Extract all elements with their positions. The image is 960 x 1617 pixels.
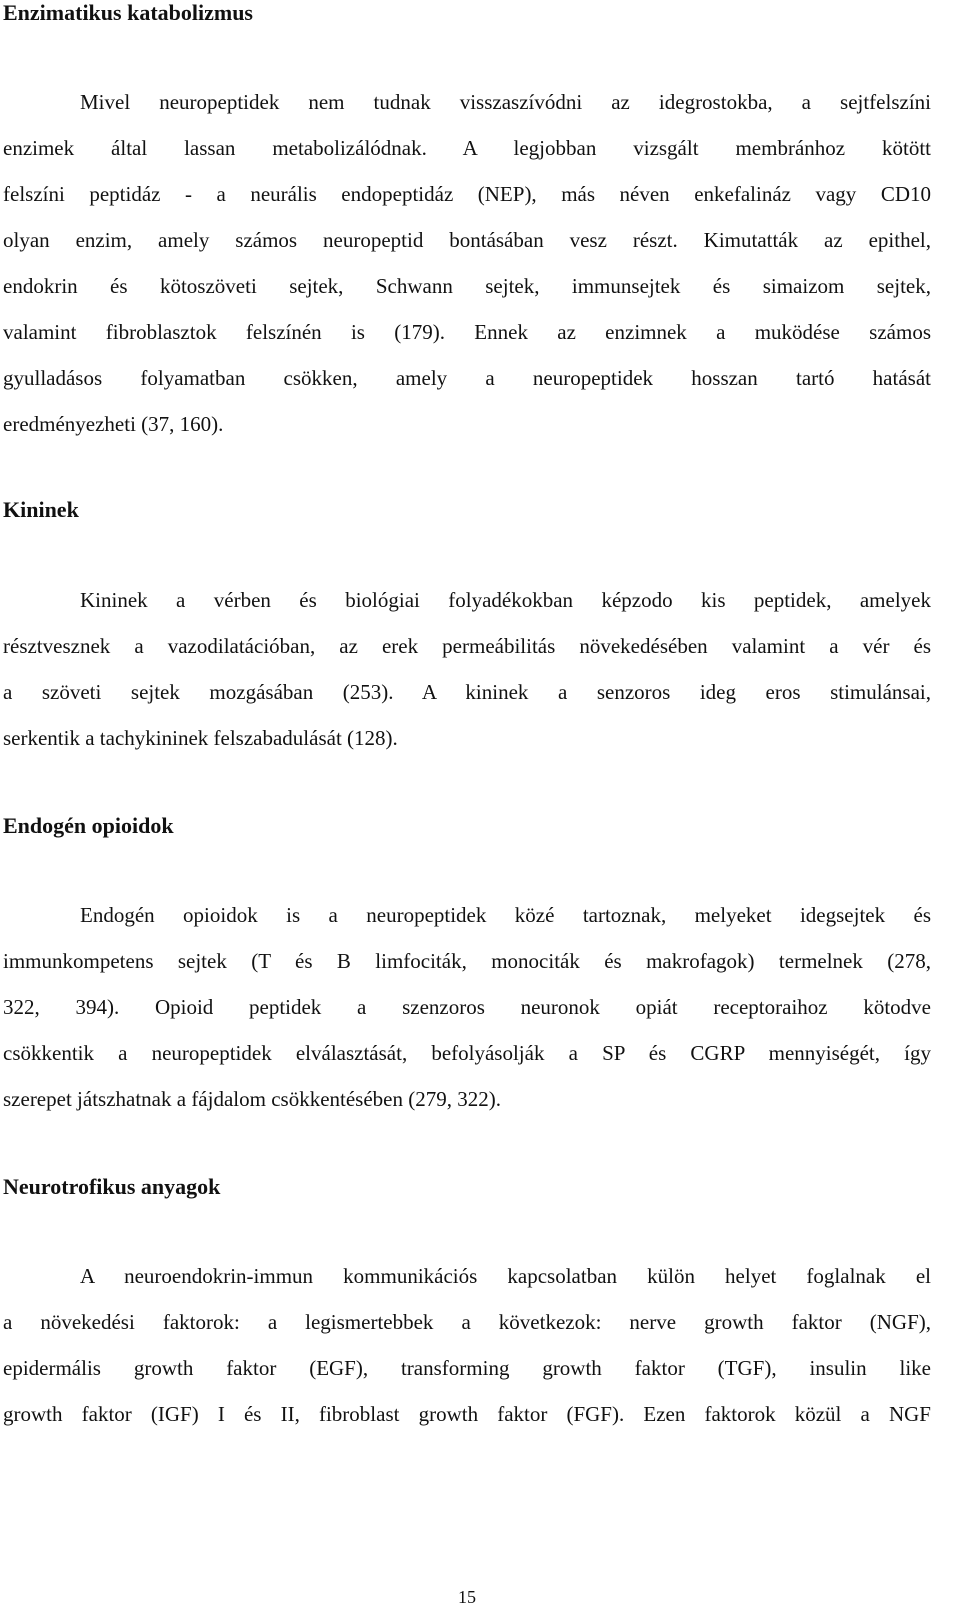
text-line: A neuroendokrin-immun kommunikációs kapcsolatban külön helyet foglalnak el bbox=[80, 1264, 931, 1288]
text-line: Kininek a vérben és biológiai folyadékokban képzodo kis peptidek, amelyek bbox=[80, 588, 931, 612]
section-heading-neurotrofikus-anyagok: Neurotrofikus anyagok bbox=[3, 1174, 221, 1199]
text-line: résztvesznek a vazodilatációban, az erek permeábilitás növekedésében valamint a vér és bbox=[3, 634, 931, 658]
paragraph-endogen-opioidok bbox=[3, 892, 931, 1122]
text-line: a növekedési faktorok: a legismertebbek a következok: nerve growth faktor (NGF), bbox=[3, 1310, 931, 1334]
text-line: endokrin és kötoszöveti sejtek, Schwann sejtek, immunsejtek és simaizom sejtek, bbox=[3, 274, 931, 298]
section-heading-enzimatikus-katabolizmus: Enzimatikus katabolizmus bbox=[3, 0, 253, 25]
text-line: Endogén opioidok is a neuropeptidek közé tartoznak, melyeket idegsejtek és bbox=[80, 903, 931, 927]
text-line: Mivel neuropeptidek nem tudnak visszaszívódni az idegrostokba, a sejtfelszíni bbox=[80, 90, 931, 114]
page-number: 15 bbox=[458, 1587, 476, 1607]
text-line: olyan enzim, amely számos neuropeptid bontásában vesz részt. Kimutatták az epithel, bbox=[3, 228, 931, 252]
text-line: szerepet játszhatnak a fájdalom csökkentésében (279, 322). bbox=[3, 1087, 501, 1111]
text-line: felszíni peptidáz - a neurális endopeptidáz (NEP), más néven enkefalináz vagy CD10 bbox=[3, 182, 931, 206]
text-line: serkentik a tachykininek felszabadulását (128). bbox=[3, 726, 398, 750]
paragraph-kininek bbox=[3, 577, 931, 761]
text-line: growth faktor (IGF) I és II, fibroblast growth faktor (FGF). Ezen faktorok közül a NGF bbox=[3, 1402, 931, 1426]
paragraph-enzimatikus-katabolizmus bbox=[3, 79, 931, 447]
text-line: gyulladásos folyamatban csökken, amely a neuropeptidek hosszan tartó hatását bbox=[3, 366, 931, 390]
section-heading-endogen-opioidok: Endogén opioidok bbox=[3, 813, 174, 838]
paragraph-neurotrofikus-anyagok bbox=[3, 1253, 931, 1437]
text-line: valamint fibroblasztok felszínén is (179). Ennek az enzimnek a muködése számos bbox=[3, 320, 931, 344]
text-line: eredményezheti (37, 160). bbox=[3, 412, 224, 436]
text-line: a szöveti sejtek mozgásában (253). A kininek a senzoros ideg eros stimulánsai, bbox=[3, 680, 931, 704]
text-line: csökkentik a neuropeptidek elválasztását, befolyásolják a SP és CGRP mennyiségét, így bbox=[3, 1041, 931, 1065]
section-heading-kininek: Kininek bbox=[3, 497, 79, 522]
text-line: epidermális growth faktor (EGF), transforming growth faktor (TGF), insulin like bbox=[3, 1356, 931, 1380]
text-line: 322, 394). Opioid peptidek a szenzoros neuronok opiát receptoraihoz kötodve bbox=[3, 995, 931, 1019]
text-line: immunkompetens sejtek (T és B limfociták, monociták és makrofagok) termelnek (278, bbox=[3, 949, 931, 973]
text-line: enzimek által lassan metabolizálódnak. A legjobban vizsgált membránhoz kötött bbox=[3, 136, 931, 160]
